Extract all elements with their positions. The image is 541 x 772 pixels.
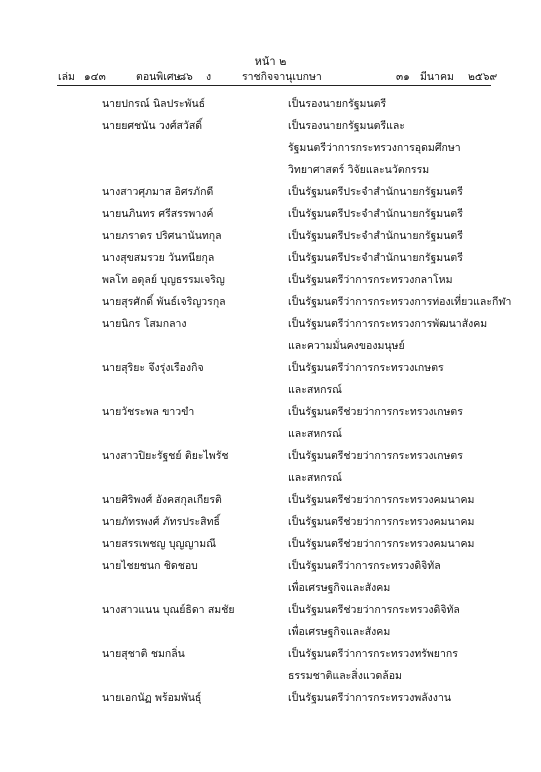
- appointment-entry: [0, 181, 541, 203]
- date-day: ๓๑: [396, 71, 410, 83]
- position-line: รัฐมนตรีว่าการกระทรวงการอุดมศึกษา: [288, 142, 461, 154]
- minister-position: [288, 643, 508, 687]
- appointment-list: [0, 93, 541, 709]
- minister-position: [288, 401, 508, 445]
- minister-name: นายไชยชนก ชิดชอบ: [102, 560, 198, 572]
- position-line: และสหกรณ์: [288, 472, 342, 484]
- minister-name: นางสาวแนน บุณย์ธิดา สมชัย: [102, 604, 235, 616]
- minister-name: นายเอกนัฏ พร้อมพันธุ์: [102, 692, 202, 704]
- appointment-entry: [0, 401, 541, 445]
- minister-position: [288, 115, 508, 181]
- position-line: เป็นรัฐมนตรีว่าการกระทรวงเกษตร: [288, 362, 444, 374]
- appointment-entry: [0, 599, 541, 643]
- minister-name: นายยศชนัน วงศ์สวัสดิ์: [102, 120, 203, 132]
- minister-position: [288, 225, 508, 247]
- minister-position: [288, 533, 508, 555]
- position-line: วิทยาศาสตร์ วิจัยและนวัตกรรม: [288, 164, 430, 176]
- part-letter: ง: [206, 71, 212, 83]
- position-line: เป็นรัฐมนตรีว่าการกระทรวงการท่องเที่ยวและกีฬา: [288, 296, 512, 308]
- minister-position: [288, 93, 508, 115]
- position-line: เป็นรัฐมนตรีว่าการกระทรวงพลังงาน: [288, 692, 452, 704]
- position-line: เพื่อเศรษฐกิจและสังคม: [288, 582, 391, 594]
- minister-position: [288, 247, 508, 269]
- minister-name: นายสุรศักดิ์ พันธ์เจริญวรกุล: [102, 296, 226, 308]
- minister-position: [288, 511, 508, 533]
- appointment-entry: [0, 643, 541, 687]
- appointment-entry: [0, 225, 541, 247]
- appointment-entry: [0, 511, 541, 533]
- appointment-entry: [0, 291, 541, 313]
- minister-position: [288, 313, 508, 357]
- minister-name: นางสาวปิยะรัฐชย์ ติยะไพรัช: [102, 450, 229, 462]
- minister-name: นายวัชระพล ขาวขำ: [102, 406, 195, 418]
- section-number: ๘๖: [178, 71, 193, 83]
- position-line: เพื่อเศรษฐกิจและสังคม: [288, 626, 391, 638]
- minister-name: นางสาวศุภมาส อิศรภักดี: [102, 186, 214, 198]
- position-line: เป็นรัฐมนตรีประจำสำนักนายกรัฐมนตรี: [288, 186, 463, 198]
- appointment-entry: [0, 203, 541, 225]
- position-line: เป็นรัฐมนตรีว่าการกระทรวงการพัฒนาสังคม: [288, 318, 488, 330]
- minister-name: นายนิกร โสมกลาง: [102, 318, 187, 330]
- minister-name: นายภัทรพงศ์ ภัทรประสิทธิ์: [102, 516, 220, 528]
- appointment-entry: [0, 555, 541, 599]
- appointment-entry: [0, 93, 541, 115]
- gazette-header: [58, 68, 498, 84]
- position-line: เป็นรัฐมนตรีประจำสำนักนายกรัฐมนตรี: [288, 230, 463, 242]
- appointment-entry: [0, 533, 541, 555]
- appointment-entry: [0, 357, 541, 401]
- minister-position: [288, 687, 508, 709]
- position-line: เป็นรัฐมนตรีช่วยว่าการกระทรวงเกษตร: [288, 450, 463, 462]
- position-line: ธรรมชาติและสิ่งแวดล้อม: [288, 670, 402, 682]
- minister-name: นายนภินทร ศรีสรรพางค์: [102, 208, 214, 220]
- minister-position: [288, 357, 508, 401]
- position-line: เป็นรัฐมนตรีช่วยว่าการกระทรวงคมนาคม: [288, 516, 475, 528]
- minister-name: นายสุริยะ จึงรุ่งเรืองกิจ: [102, 362, 204, 374]
- position-line: เป็นรัฐมนตรีช่วยว่าการกระทรวงดิจิทัล: [288, 604, 460, 616]
- minister-position: [288, 489, 508, 511]
- minister-position: [288, 599, 508, 643]
- position-line: เป็นรัฐมนตรีว่าการกระทรวงทรัพยากร: [288, 648, 458, 660]
- section-label: ตอนพิเศษ: [136, 71, 181, 83]
- date-month: มีนาคม: [420, 71, 454, 83]
- position-line: เป็นรัฐมนตรีช่วยว่าการกระทรวงคมนาคม: [288, 494, 475, 506]
- appointment-entry: [0, 313, 541, 357]
- appointment-entry: [0, 687, 541, 709]
- minister-position: [288, 181, 508, 203]
- minister-name: นายศิริพงศ์ อังคสกุลเกียรติ: [102, 494, 222, 506]
- volume-label: เล่ม: [58, 71, 75, 83]
- position-line: และสหกรณ์: [288, 428, 342, 440]
- header-divider: [57, 85, 491, 86]
- appointment-entry: [0, 247, 541, 269]
- position-line: เป็นรัฐมนตรีช่วยว่าการกระทรวงเกษตร: [288, 406, 463, 418]
- appointment-entry: [0, 269, 541, 291]
- appointment-entry: [0, 489, 541, 511]
- minister-position: [288, 291, 512, 313]
- date-year: ๒๕๖๙: [468, 71, 498, 83]
- position-line: เป็นรัฐมนตรีช่วยว่าการกระทรวงคมนาคม: [288, 538, 475, 550]
- appointment-entry: [0, 115, 541, 181]
- minister-position: [288, 269, 508, 291]
- position-line: และความมั่นคงของมนุษย์: [288, 340, 405, 352]
- position-line: เป็นรัฐมนตรีว่าการกระทรวงดิจิทัล: [288, 560, 441, 572]
- minister-name: นางสุขสมรวย วันทนียกุล: [102, 252, 215, 264]
- minister-name: นายปกรณ์ นิลประพันธ์: [102, 98, 206, 110]
- minister-position: [288, 555, 508, 599]
- page-number: หน้า ๒: [254, 55, 287, 68]
- gazette-title: ราชกิจจานุเบกษา: [242, 71, 322, 83]
- position-line: เป็นรัฐมนตรีประจำสำนักนายกรัฐมนตรี: [288, 208, 463, 220]
- position-line: และสหกรณ์: [288, 384, 342, 396]
- position-line: เป็นรองนายกรัฐมนตรีและ: [288, 120, 405, 132]
- minister-name: พลโท อดุลย์ บุญธรรมเจริญ: [102, 274, 225, 286]
- position-line: เป็นรัฐมนตรีประจำสำนักนายกรัฐมนตรี: [288, 252, 463, 264]
- minister-name: นายสรรเพชญ บุญญามณี: [102, 538, 216, 550]
- minister-position: [288, 203, 508, 225]
- minister-name: นายสุชาติ ชมกลิ่น: [102, 648, 185, 660]
- appointment-entry: [0, 445, 541, 489]
- volume-number: ๑๔๓: [84, 71, 106, 83]
- position-line: เป็นรองนายกรัฐมนตรี: [288, 98, 387, 110]
- minister-position: [288, 445, 508, 489]
- minister-name: นายภราดร ปริศนานันทกุล: [102, 230, 222, 242]
- position-line: เป็นรัฐมนตรีว่าการกระทรวงกลาโหม: [288, 274, 453, 286]
